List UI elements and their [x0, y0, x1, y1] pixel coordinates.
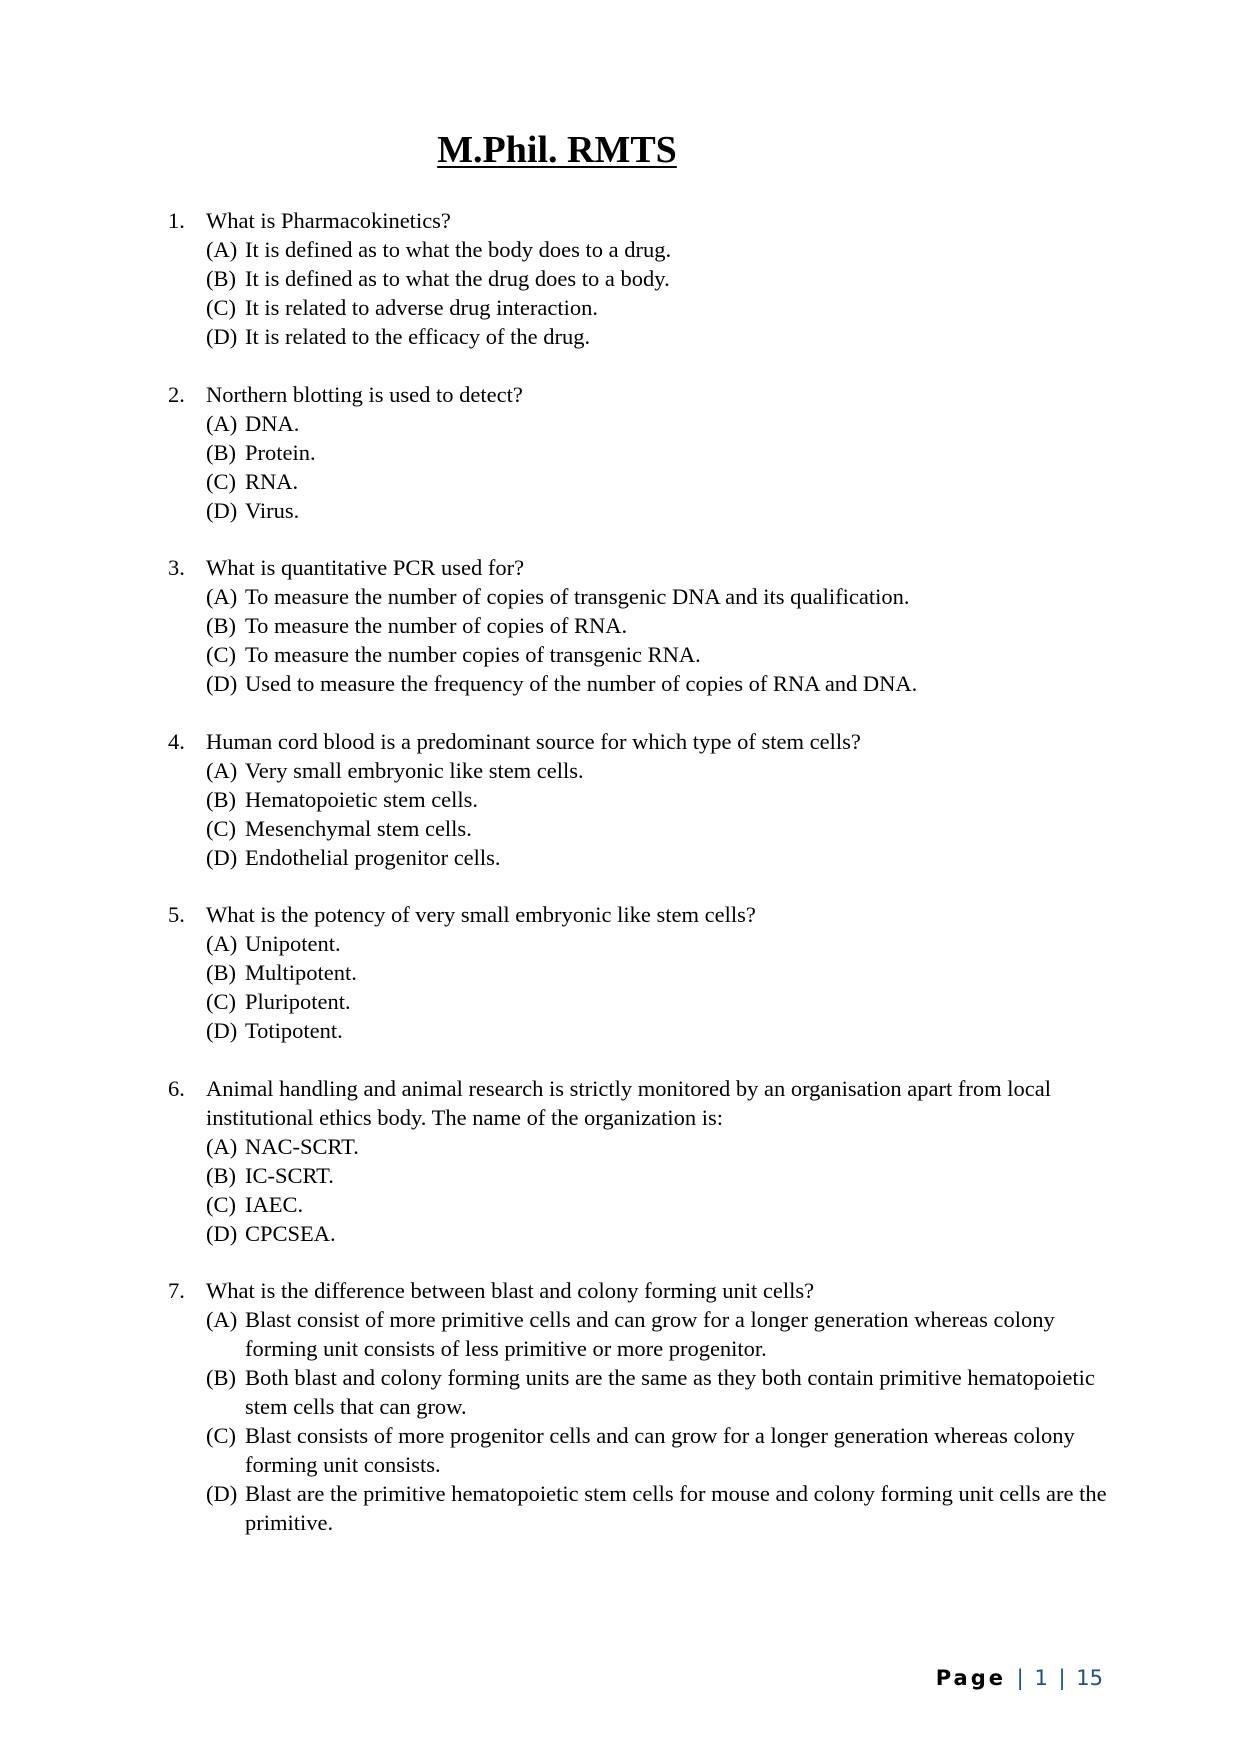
- option-text: Protein.: [245, 439, 316, 465]
- option-text: Multipotent.: [245, 960, 357, 985]
- option-text: Used to measure the frequency of the number of copies of RNA and DNA.: [245, 671, 918, 696]
- option-label: (A): [206, 410, 238, 436]
- total-pages-number: 15: [1076, 1666, 1103, 1690]
- page-footer: [936, 1666, 1103, 1690]
- option-label: (A): [206, 931, 238, 956]
- option-text: IC-SCRT.: [245, 1162, 334, 1188]
- page-separator-2: |: [1058, 1666, 1066, 1690]
- option-label: (C): [206, 295, 236, 320]
- option-label: (B): [206, 1162, 236, 1188]
- option-text: To measure the number of copies of transgenic DNA and its qualification.: [245, 584, 910, 609]
- question-stem: [168, 900, 1128, 929]
- question-text: What is Pharmacokinetics?: [206, 208, 451, 233]
- option-d: [206, 1479, 1128, 1537]
- option-text: To measure the number copies of transgenic RNA.: [245, 642, 701, 667]
- option-list: [168, 582, 1128, 698]
- question-4: [168, 727, 1128, 872]
- option-a: [206, 756, 1128, 785]
- option-text: Very small embryonic like stem cells.: [245, 757, 584, 783]
- option-label: (B): [206, 266, 236, 291]
- option-list: [168, 929, 1128, 1045]
- option-text: Blast are the primitive hematopoietic stem cells for mouse and colony forming unit cells are the primitive.: [245, 1481, 1107, 1535]
- option-label: (D): [206, 497, 238, 523]
- question-list: [168, 206, 1128, 1566]
- page-word: Page: [935, 1666, 1006, 1690]
- option-d: [206, 843, 1128, 872]
- question-stem: [168, 727, 1128, 756]
- option-a: [206, 409, 1128, 438]
- question-number: 2.: [168, 381, 185, 407]
- current-page-number: 1: [1034, 1666, 1048, 1690]
- option-a: [206, 929, 1128, 958]
- option-label: (A): [206, 237, 238, 262]
- option-label: (D): [206, 1481, 238, 1506]
- option-text: It is defined as to what the body does to a drug.: [245, 237, 672, 262]
- option-c: [206, 293, 1128, 322]
- question-text: Northern blotting is used to detect?: [206, 381, 523, 407]
- option-b: [206, 785, 1128, 814]
- option-d: [206, 496, 1128, 525]
- option-label: (D): [206, 1220, 238, 1246]
- question-2: [168, 380, 1128, 525]
- option-list: [168, 1305, 1128, 1537]
- question-stem: [168, 206, 1128, 235]
- question-6: [168, 1074, 1128, 1248]
- page-title: M.Phil. RMTS: [437, 129, 677, 171]
- question-text: Human cord blood is a predominant source for which type of stem cells?: [206, 728, 861, 754]
- option-b: [206, 1161, 1128, 1190]
- option-list: [168, 756, 1128, 872]
- option-text: DNA.: [245, 410, 300, 436]
- option-label: (A): [206, 1133, 238, 1159]
- option-label: (A): [206, 584, 238, 609]
- option-list: [168, 409, 1128, 525]
- option-text: To measure the number of copies of RNA.: [245, 613, 628, 638]
- option-text: IAEC.: [245, 1191, 304, 1217]
- option-text: Both blast and colony forming units are the same as they both contain primitive hematopoietic stem cells that can grow.: [245, 1365, 1095, 1419]
- option-d: [206, 322, 1128, 351]
- question-3: [168, 553, 1128, 698]
- option-label: (B): [206, 1365, 236, 1390]
- question-text: What is the potency of very small embryonic like stem cells?: [206, 902, 756, 927]
- option-label: (D): [206, 324, 238, 349]
- question-5: [168, 900, 1128, 1045]
- option-label: (B): [206, 786, 236, 812]
- option-d: [206, 669, 1128, 698]
- option-c: [206, 1421, 1128, 1479]
- option-b: [206, 611, 1128, 640]
- question-number: 3.: [168, 555, 185, 580]
- option-label: (C): [206, 1423, 236, 1448]
- option-text: It is related to the efficacy of the drug.: [245, 324, 591, 349]
- option-c: [206, 640, 1128, 669]
- question-stem: [168, 1276, 1128, 1305]
- question-number: 6.: [168, 1075, 185, 1101]
- option-label: (D): [206, 671, 238, 696]
- option-a: [206, 1305, 1128, 1363]
- option-text: Endothelial progenitor cells.: [245, 844, 501, 870]
- option-text: Blast consists of more progenitor cells and can grow for a longer generation whereas colony forming unit consists.: [245, 1423, 1075, 1477]
- option-label: (C): [206, 642, 236, 667]
- option-list: [168, 235, 1128, 351]
- option-a: [206, 582, 1128, 611]
- option-text: CPCSEA.: [245, 1220, 336, 1246]
- question-number: 7.: [168, 1278, 185, 1303]
- option-b: [206, 958, 1128, 987]
- option-c: [206, 1190, 1128, 1219]
- page-separator: |: [1016, 1666, 1024, 1690]
- option-label: (B): [206, 960, 236, 985]
- option-a: [206, 235, 1128, 264]
- question-stem: [168, 1074, 1128, 1132]
- option-text: Unipotent.: [245, 931, 341, 956]
- option-text: It is defined as to what the drug does to a body.: [245, 266, 670, 291]
- option-text: RNA.: [245, 468, 299, 494]
- option-text: Virus.: [245, 497, 300, 523]
- option-text: It is related to adverse drug interaction.: [245, 295, 598, 320]
- question-text: What is the difference between blast and colony forming unit cells?: [206, 1278, 815, 1303]
- option-b: [206, 264, 1128, 293]
- question-number: 1.: [168, 208, 185, 233]
- option-c: [206, 987, 1128, 1016]
- option-label: (C): [206, 1191, 236, 1217]
- option-list: [168, 1132, 1128, 1248]
- option-c: [206, 814, 1128, 843]
- option-label: (B): [206, 613, 236, 638]
- question-7: [168, 1276, 1128, 1537]
- question-stem: [168, 380, 1128, 409]
- option-label: (A): [206, 757, 238, 783]
- option-a: [206, 1132, 1128, 1161]
- option-d: [206, 1219, 1128, 1248]
- question-text: What is quantitative PCR used for?: [206, 555, 525, 580]
- question-1: [168, 206, 1128, 351]
- option-label: (B): [206, 439, 236, 465]
- option-label: (D): [206, 1018, 238, 1043]
- option-b: [206, 1363, 1128, 1421]
- option-label: (D): [206, 844, 238, 870]
- question-text: Animal handling and animal research is strictly monitored by an organisation apart from local institutional ethics body. The name of the organization is:: [206, 1075, 1051, 1130]
- option-b: [206, 438, 1128, 467]
- option-text: Totipotent.: [245, 1018, 343, 1043]
- question-number: 5.: [168, 902, 185, 927]
- question-number: 4.: [168, 728, 185, 754]
- option-label: (C): [206, 989, 236, 1014]
- option-label: (C): [206, 468, 236, 494]
- option-label: (A): [206, 1307, 238, 1332]
- option-label: (C): [206, 815, 236, 841]
- option-text: Blast consist of more primitive cells and can grow for a longer generation whereas colony forming unit consists of less primitive or more progenitor.: [245, 1307, 1055, 1361]
- option-text: Pluripotent.: [245, 989, 351, 1014]
- option-text: Hematopoietic stem cells.: [245, 786, 479, 812]
- option-d: [206, 1016, 1128, 1045]
- option-c: [206, 467, 1128, 496]
- option-text: NAC-SCRT.: [245, 1133, 359, 1159]
- question-stem: [168, 553, 1128, 582]
- option-text: Mesenchymal stem cells.: [245, 815, 472, 841]
